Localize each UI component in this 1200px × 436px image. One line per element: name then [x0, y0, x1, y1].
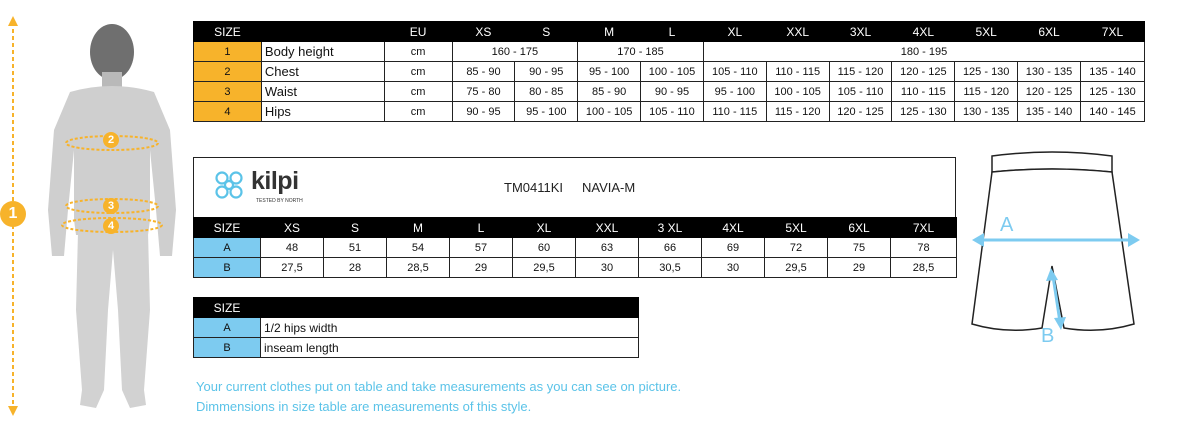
value-cell: 110 - 115 — [892, 82, 955, 102]
header-cell: 5XL — [955, 22, 1018, 42]
value-cell: 180 - 195 — [703, 42, 1144, 62]
value-cell: 78 — [891, 238, 957, 258]
value-cell: 27,5 — [261, 258, 324, 278]
table-row — [194, 258, 957, 278]
header-cell: SIZE — [194, 22, 262, 42]
header-cell: XL — [513, 218, 576, 238]
header-cell: M — [387, 218, 450, 238]
header-cell: XS — [261, 218, 324, 238]
value-cell: 75 - 80 — [452, 82, 515, 102]
header-cell — [261, 298, 639, 318]
value-cell: 170 - 185 — [578, 42, 704, 62]
value-cell: 135 - 140 — [1080, 62, 1144, 82]
value-cell: 30 — [576, 258, 639, 278]
header-cell: 7XL — [891, 218, 957, 238]
value-cell: 69 — [702, 238, 765, 258]
value-cell: 105 - 110 — [829, 82, 892, 102]
header-cell: XXL — [766, 22, 829, 42]
header-cell: S — [324, 218, 387, 238]
value-cell: 57 — [450, 238, 513, 258]
marker-3: 3 — [103, 198, 119, 214]
row-label: A — [194, 238, 261, 258]
legend-desc: 1/2 hips width — [261, 318, 639, 338]
value-cell: 28 — [324, 258, 387, 278]
value-cell: 28,5 — [387, 258, 450, 278]
row-number: 3 — [194, 82, 262, 102]
value-cell: 105 - 110 — [641, 102, 704, 122]
header-cell: XL — [703, 22, 766, 42]
brand-tagline: TESTED BY NORTH — [256, 198, 303, 204]
header-cell: 4XL — [702, 218, 765, 238]
row-number: 1 — [194, 42, 262, 62]
table-row — [194, 102, 1145, 122]
unit-cell: cm — [384, 102, 452, 122]
header-cell: 3 XL — [639, 218, 702, 238]
value-cell: 90 - 95 — [452, 102, 515, 122]
header-cell: SIZE — [194, 298, 261, 318]
value-cell: 100 - 105 — [578, 102, 641, 122]
value-cell: 130 - 135 — [1018, 62, 1081, 82]
style-size-table — [193, 217, 957, 278]
value-cell: 28,5 — [891, 258, 957, 278]
value-cell: 105 - 110 — [703, 62, 766, 82]
value-cell: 110 - 115 — [703, 102, 766, 122]
value-cell: 29,5 — [513, 258, 576, 278]
table-row — [194, 318, 639, 338]
row-label: B — [194, 258, 261, 278]
value-cell: 120 - 125 — [1018, 82, 1081, 102]
value-cell: 125 - 130 — [892, 102, 955, 122]
value-cell: 66 — [639, 238, 702, 258]
header-cell: 6XL — [1018, 22, 1081, 42]
value-cell: 160 - 175 — [452, 42, 578, 62]
value-cell: 95 - 100 — [578, 62, 641, 82]
value-cell: 135 - 140 — [1018, 102, 1081, 122]
value-cell: 29 — [450, 258, 513, 278]
value-cell: 100 - 105 — [766, 82, 829, 102]
value-cell: 54 — [387, 238, 450, 258]
header-cell: 3XL — [829, 22, 892, 42]
header-cell: SIZE — [194, 218, 261, 238]
value-cell: 85 - 90 — [452, 62, 515, 82]
header-cell: L — [450, 218, 513, 238]
value-cell: 29 — [828, 258, 891, 278]
value-cell: 125 - 130 — [955, 62, 1018, 82]
product-name: NAVIA-M — [582, 180, 636, 195]
kilpi-logo-icon — [212, 170, 246, 200]
style-table-header — [194, 218, 957, 238]
marker-2: 2 — [103, 132, 119, 148]
body-figure — [0, 10, 190, 420]
value-cell: 90 - 95 — [515, 62, 578, 82]
value-cell: 115 - 120 — [766, 102, 829, 122]
value-cell: 110 - 115 — [766, 62, 829, 82]
value-cell: 30,5 — [639, 258, 702, 278]
marker-1: 1 — [0, 201, 26, 227]
row-number: 2 — [194, 62, 262, 82]
value-cell: 85 - 90 — [578, 82, 641, 102]
value-cell: 140 - 145 — [1080, 102, 1144, 122]
body-table-header — [194, 22, 1145, 42]
header-cell: 7XL — [1080, 22, 1144, 42]
table-row — [194, 238, 957, 258]
header-cell: 5XL — [765, 218, 828, 238]
legend-desc: inseam length — [261, 338, 639, 358]
value-cell: 125 - 130 — [1080, 82, 1144, 102]
value-cell: 30 — [702, 258, 765, 278]
table-row — [194, 82, 1145, 102]
value-cell: 48 — [261, 238, 324, 258]
body-size-table — [193, 21, 1145, 122]
table-row — [194, 42, 1145, 62]
value-cell: 75 — [828, 238, 891, 258]
header-cell: 4XL — [892, 22, 955, 42]
value-cell: 95 - 100 — [703, 82, 766, 102]
value-cell: 115 - 120 — [829, 62, 892, 82]
row-label: Hips — [261, 102, 384, 122]
unit-cell: cm — [384, 62, 452, 82]
instruction-note: Dimmensions in size table are measurements of this style. — [196, 399, 532, 414]
header-cell: M — [578, 22, 641, 42]
shorts-diagram — [960, 148, 1145, 348]
value-cell: 29,5 — [765, 258, 828, 278]
value-cell: 115 - 120 — [955, 82, 1018, 102]
measurement-legend-table — [193, 297, 639, 358]
header-cell: XXL — [576, 218, 639, 238]
header-cell: L — [641, 22, 704, 42]
row-label: Chest — [261, 62, 384, 82]
value-cell: 60 — [513, 238, 576, 258]
marker-4: 4 — [103, 218, 119, 234]
value-cell: 90 - 95 — [641, 82, 704, 102]
row-number: 4 — [194, 102, 262, 122]
header-cell: S — [515, 22, 578, 42]
value-cell: 130 - 135 — [955, 102, 1018, 122]
value-cell: 51 — [324, 238, 387, 258]
value-cell: 120 - 125 — [892, 62, 955, 82]
product-header — [193, 157, 956, 218]
value-cell: 80 - 85 — [515, 82, 578, 102]
row-label: Body height — [261, 42, 384, 62]
row-label: B — [194, 338, 261, 358]
header-cell: 6XL — [828, 218, 891, 238]
value-cell: 100 - 105 — [641, 62, 704, 82]
legend-header — [194, 298, 639, 318]
value-cell: 63 — [576, 238, 639, 258]
instruction-note: Your current clothes put on table and take measurements as you can see on picture. — [196, 379, 682, 394]
header-cell — [261, 22, 384, 42]
value-cell: 95 - 100 — [515, 102, 578, 122]
row-label: A — [194, 318, 261, 338]
table-row — [194, 62, 1145, 82]
brand-name: kilpi — [251, 167, 299, 195]
shorts-label-a: A — [1000, 214, 1014, 236]
table-row — [194, 338, 639, 358]
row-label: Waist — [261, 82, 384, 102]
value-cell: 120 - 125 — [829, 102, 892, 122]
product-code: TM0411KI — [504, 180, 564, 195]
unit-cell: cm — [384, 82, 452, 102]
header-cell: XS — [452, 22, 515, 42]
unit-cell: cm — [384, 42, 452, 62]
shorts-label-b: B — [1041, 325, 1055, 347]
value-cell: 72 — [765, 238, 828, 258]
header-cell: EU — [384, 22, 452, 42]
